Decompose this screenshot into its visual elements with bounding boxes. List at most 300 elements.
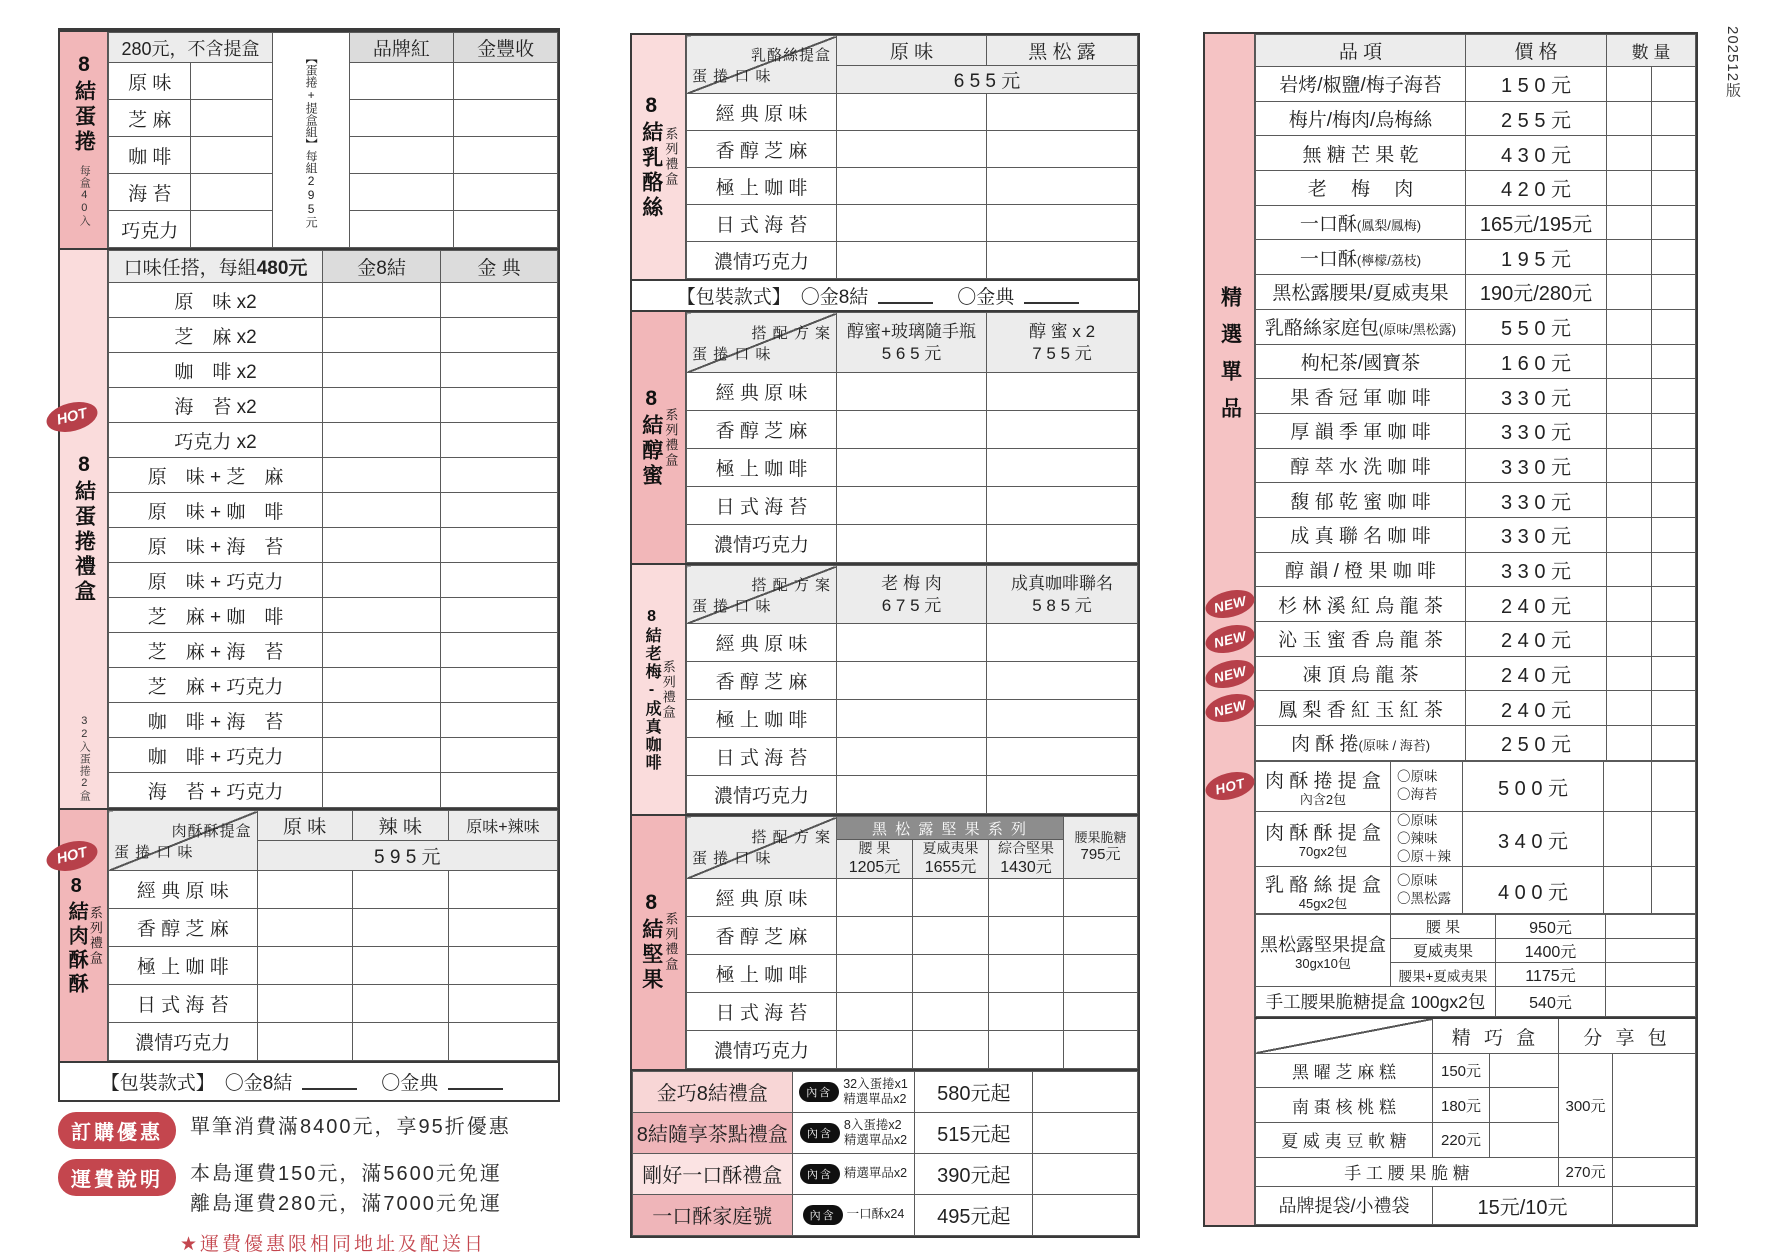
- giftbox-contents: 內含 一口酥x24: [792, 1194, 915, 1235]
- packaging-option-classic[interactable]: 〇金典: [381, 1073, 439, 1094]
- table-row: [633, 1153, 1138, 1194]
- qty-cell[interactable]: [323, 458, 441, 493]
- qty-cell[interactable]: [349, 211, 454, 248]
- qty-cell[interactable]: [349, 63, 454, 100]
- qty-cell[interactable]: [441, 318, 558, 353]
- qty-cell[interactable]: [1652, 275, 1696, 310]
- qty-cell[interactable]: [257, 1023, 352, 1061]
- qty-cell[interactable]: [1490, 1088, 1559, 1123]
- qty-cell[interactable]: [441, 458, 558, 493]
- combo-label: 巧克力 x2: [109, 423, 323, 458]
- flavor-options: [1391, 811, 1463, 867]
- qty-cell[interactable]: [454, 211, 558, 248]
- qty-cell[interactable]: [441, 493, 558, 528]
- qty-cell[interactable]: [1613, 1053, 1696, 1157]
- table-row: [109, 773, 558, 808]
- qty-cell[interactable]: [837, 487, 987, 525]
- qty-cell[interactable]: [989, 916, 1064, 954]
- item-subtitle: 內含2包: [1299, 791, 1347, 807]
- qty-cell[interactable]: [352, 985, 448, 1023]
- qty-cell[interactable]: [1064, 1030, 1138, 1068]
- column-header-original: 原 味: [837, 36, 987, 66]
- new-badge: NEW: [1203, 655, 1258, 692]
- qty-cell[interactable]: [913, 954, 989, 992]
- qty-cell[interactable]: [987, 487, 1138, 525]
- qty-cell[interactable]: [1652, 761, 1696, 811]
- qty-cell[interactable]: [1652, 867, 1696, 914]
- qty-cell[interactable]: [1607, 413, 1652, 448]
- diagonal-top-label: 肉酥酥提盒: [171, 822, 252, 840]
- qty-cell[interactable]: [987, 94, 1138, 131]
- column-header-gold-classic: 金 典: [441, 251, 558, 283]
- qty-cell[interactable]: [1606, 987, 1696, 1017]
- item-price: 15元/10元: [1433, 1186, 1613, 1224]
- table-row: [109, 871, 558, 909]
- qty-cell[interactable]: [1607, 240, 1652, 275]
- qty-cell[interactable]: [1607, 587, 1652, 622]
- flavor-label: 巧克力: [109, 211, 191, 248]
- packaging-option-gold8[interactable]: 〇金8結: [800, 287, 869, 308]
- qty-cell[interactable]: [1604, 867, 1652, 914]
- qty-cell[interactable]: [1607, 656, 1652, 691]
- option-spicy[interactable]: 〇辣味: [1397, 830, 1438, 846]
- flavor-label: 經 典 原 味: [687, 878, 837, 916]
- qty-cell[interactable]: [1607, 448, 1652, 483]
- qty-cell[interactable]: [441, 563, 558, 598]
- qty-cell[interactable]: [837, 776, 987, 814]
- qty-cell[interactable]: [1607, 275, 1652, 310]
- qty-cell[interactable]: [987, 662, 1138, 700]
- qty-cell[interactable]: [1652, 240, 1696, 275]
- qty-cell[interactable]: [448, 1023, 557, 1061]
- qty-cell[interactable]: [837, 954, 913, 992]
- qty-cell[interactable]: [1607, 344, 1652, 379]
- qty-cell[interactable]: [257, 947, 352, 985]
- qty-cell[interactable]: [1607, 171, 1652, 206]
- qty-cell[interactable]: [323, 423, 441, 458]
- qty-cell[interactable]: [441, 633, 558, 668]
- table-row: [1256, 915, 1696, 939]
- item-cell: [1213, 761, 1391, 811]
- qty-cell[interactable]: [323, 563, 441, 598]
- qty-cell[interactable]: [913, 916, 989, 954]
- sidebar-title: 8結蛋捲禮盒: [72, 453, 96, 605]
- qty-cell[interactable]: [837, 700, 987, 738]
- qty-cell[interactable]: [441, 528, 558, 563]
- fill-in-line[interactable]: [1024, 287, 1079, 304]
- qty-cell[interactable]: [1607, 726, 1652, 761]
- sidebar-cheese-strips: [632, 35, 686, 279]
- flavor-label: 經 典 原 味: [687, 94, 837, 131]
- qty-cell[interactable]: [352, 947, 448, 985]
- qty-cell[interactable]: [1613, 1157, 1696, 1186]
- qty-cell[interactable]: [441, 738, 558, 773]
- qty-cell[interactable]: [323, 318, 441, 353]
- qty-cell[interactable]: [441, 423, 558, 458]
- qty-cell[interactable]: [1607, 205, 1652, 240]
- column-header-comebuy-coffee: 成真咖啡聯名 5 8 5 元: [987, 566, 1138, 624]
- qty-cell[interactable]: [1607, 552, 1652, 587]
- qty-cell[interactable]: [1652, 517, 1696, 552]
- qty-cell[interactable]: [1607, 483, 1652, 518]
- giftbox-price: 495元起: [915, 1194, 1033, 1235]
- combo-label: 原 味 + 咖 啡: [109, 493, 323, 528]
- qty-cell[interactable]: [989, 992, 1064, 1030]
- qty-cell[interactable]: [913, 878, 989, 916]
- qty-cell[interactable]: [323, 283, 441, 318]
- section-egg-roll-giftbox: [60, 248, 558, 808]
- qty-cell[interactable]: [1652, 101, 1696, 136]
- qty-cell[interactable]: [323, 598, 441, 633]
- qty-cell[interactable]: [1652, 379, 1696, 414]
- qty-cell[interactable]: [837, 878, 913, 916]
- qty-cell[interactable]: [1490, 1053, 1559, 1088]
- qty-cell[interactable]: [1652, 344, 1696, 379]
- qty-cell[interactable]: [987, 411, 1138, 449]
- flavor-label: 日 式 海 苔: [687, 738, 837, 776]
- item-price: 1 6 0 元: [1466, 344, 1607, 379]
- table-row: [1256, 136, 1696, 171]
- qty-cell[interactable]: [837, 992, 913, 1030]
- flavor-label: 香 醇 芝 麻: [109, 909, 258, 947]
- qty-cell[interactable]: [1652, 448, 1696, 483]
- qty-cell[interactable]: [323, 668, 441, 703]
- table-row: [1256, 309, 1696, 344]
- option-seaweed[interactable]: 〇海苔: [1397, 787, 1438, 803]
- hot-badge: HOT: [43, 836, 100, 876]
- qty-cell[interactable]: [191, 100, 273, 137]
- qty-cell[interactable]: [323, 353, 441, 388]
- qty-cell[interactable]: [837, 525, 987, 563]
- qty-cell[interactable]: [323, 773, 441, 808]
- qty-cell[interactable]: [441, 283, 558, 318]
- qty-cell[interactable]: [323, 493, 441, 528]
- item-cell: [1212, 622, 1466, 657]
- item-name: 凍 頂 烏 龍 茶: [1302, 665, 1419, 687]
- qty-cell[interactable]: [1652, 811, 1696, 867]
- giftbox-price: 390元起: [915, 1153, 1033, 1194]
- qty-cell[interactable]: [323, 703, 441, 738]
- qty-cell[interactable]: [987, 373, 1138, 411]
- qty-cell[interactable]: [454, 63, 558, 100]
- combo-header: 口味任搭，每組480元: [109, 251, 323, 283]
- table-row: [1256, 811, 1696, 867]
- item-subtitle: 45gx2包: [1298, 895, 1348, 911]
- item-cell: [1256, 344, 1466, 379]
- table-row: [109, 633, 558, 668]
- flavor-label: 香 醇 芝 麻: [687, 662, 837, 700]
- table-row: [1256, 726, 1696, 761]
- contains-badge: 內含: [800, 1164, 840, 1184]
- item-name-small: (鳳梨/鳳梅): [1356, 218, 1422, 234]
- qty-cell[interactable]: [352, 871, 448, 909]
- qty-cell[interactable]: [323, 528, 441, 563]
- fill-in-line[interactable]: [878, 287, 933, 304]
- truffle-nut-box-table: [1255, 914, 1696, 1017]
- qty-cell[interactable]: [454, 174, 558, 211]
- qty-cell[interactable]: [1652, 67, 1696, 102]
- qty-cell[interactable]: [1606, 939, 1696, 963]
- qty-cell[interactable]: [1606, 963, 1696, 987]
- qty-cell[interactable]: [323, 633, 441, 668]
- item-price: 190元/280元: [1466, 275, 1607, 310]
- qty-cell[interactable]: [1607, 517, 1652, 552]
- qty-cell[interactable]: [257, 871, 352, 909]
- column-header-qty: 數 量: [1607, 35, 1696, 67]
- sidebar-title: 精選單品: [1218, 286, 1242, 434]
- combo-label: 芝 麻 + 巧克力: [109, 668, 323, 703]
- qty-cell[interactable]: [1652, 587, 1696, 622]
- qty-cell[interactable]: [837, 94, 987, 131]
- qty-cell[interactable]: [837, 411, 987, 449]
- qty-cell[interactable]: [1607, 691, 1652, 726]
- qty-cell[interactable]: [1652, 622, 1696, 657]
- item-name: 厚 韻 季 軍 咖 啡: [1290, 422, 1431, 444]
- item-price: 3 3 0 元: [1466, 448, 1607, 483]
- plum-coffee-table: [686, 565, 1138, 814]
- qty-cell[interactable]: [1490, 1122, 1559, 1157]
- item-price: 4 2 0 元: [1466, 171, 1607, 206]
- cheese-strip-table: [686, 35, 1138, 279]
- form-version: 202512版: [1724, 26, 1741, 99]
- shipping-line-outer-island: 離島運費280元，滿7000元免運: [190, 1193, 502, 1215]
- qty-cell[interactable]: [1652, 205, 1696, 240]
- table-row: [633, 1071, 1138, 1112]
- qty-cell[interactable]: [1064, 878, 1138, 916]
- qty-cell[interactable]: [191, 63, 273, 100]
- qty-cell[interactable]: [349, 100, 454, 137]
- table-row: [1256, 1018, 1696, 1053]
- qty-cell[interactable]: [352, 909, 448, 947]
- item-cell: [1256, 275, 1466, 310]
- item-cell: [1256, 552, 1466, 587]
- qty-cell[interactable]: [448, 947, 557, 985]
- qty-cell[interactable]: [987, 624, 1138, 662]
- qty-cell[interactable]: [1652, 726, 1696, 761]
- box-set-note: 【蛋捲+提盒組】每組295元: [273, 33, 350, 248]
- nut-variant: 夏威夷果: [1391, 939, 1496, 963]
- item-name-small: (檸檬/荔枝): [1356, 252, 1422, 268]
- table-row: [1256, 101, 1696, 136]
- option-original[interactable]: 〇原味: [1397, 812, 1438, 828]
- qty-cell[interactable]: [837, 624, 987, 662]
- qty-cell[interactable]: [987, 738, 1138, 776]
- qty-cell[interactable]: [191, 137, 273, 174]
- table-row: [1256, 67, 1696, 102]
- qty-cell[interactable]: [987, 525, 1138, 563]
- item-name: 醇 萃 水 洗 咖 啡: [1290, 456, 1431, 478]
- table-row: [1256, 275, 1696, 310]
- qty-cell[interactable]: [323, 388, 441, 423]
- giftbox-contents: 內含 精選單品x2: [792, 1153, 915, 1194]
- table-row: [109, 458, 558, 493]
- table-row: [109, 947, 558, 985]
- table-row: [1256, 987, 1696, 1017]
- qty-cell[interactable]: [352, 1023, 448, 1061]
- qty-cell[interactable]: [1652, 483, 1696, 518]
- sidebar-subtitle: 系列禮盒: [87, 905, 103, 966]
- qty-cell[interactable]: [1604, 761, 1652, 811]
- qty-cell[interactable]: [987, 242, 1138, 279]
- qty-cell[interactable]: [1652, 171, 1696, 206]
- qty-cell[interactable]: [448, 985, 557, 1023]
- qty-cell[interactable]: [441, 703, 558, 738]
- qty-cell[interactable]: [987, 776, 1138, 814]
- nut-variant: 腰 果: [1391, 915, 1496, 939]
- table-row: [1256, 656, 1696, 691]
- qty-cell[interactable]: [987, 168, 1138, 205]
- table-row: [1256, 413, 1696, 448]
- qty-cell[interactable]: [1064, 916, 1138, 954]
- item-price: 2 4 0 元: [1466, 656, 1607, 691]
- shipping-pill: 運費說明: [58, 1159, 176, 1196]
- qty-cell[interactable]: [1652, 656, 1696, 691]
- table-row: [1256, 867, 1696, 914]
- flavor-label: 極 上 咖 啡: [109, 947, 258, 985]
- flavor-label: 濃情巧克力: [687, 776, 837, 814]
- qty-cell[interactable]: [989, 1030, 1064, 1068]
- qty-cell[interactable]: [837, 662, 987, 700]
- table-row: [1256, 517, 1696, 552]
- table-row: [1256, 483, 1696, 518]
- qty-cell[interactable]: [349, 174, 454, 211]
- qty-cell[interactable]: [454, 100, 558, 137]
- packaging-option-classic[interactable]: 〇金典: [957, 287, 1015, 308]
- qty-cell[interactable]: [837, 1030, 913, 1068]
- column-header-gold-harvest: 金豐收: [454, 33, 558, 63]
- table-row: [687, 449, 1138, 487]
- qty-cell[interactable]: [1033, 1112, 1138, 1153]
- qty-cell[interactable]: [1604, 811, 1652, 867]
- packaging-option-gold8[interactable]: 〇金8結: [224, 1073, 293, 1094]
- diagonal-header: [687, 313, 837, 373]
- honey-table: [686, 312, 1138, 563]
- packaging-label: 【包裝款式】: [100, 1073, 215, 1094]
- table-row: [109, 563, 558, 598]
- section-plum-coffee-giftbox: [632, 563, 1138, 814]
- qty-cell[interactable]: [913, 992, 989, 1030]
- flavor-label: 日 式 海 苔: [687, 205, 837, 242]
- item-price: 270元: [1559, 1157, 1613, 1186]
- qty-cell[interactable]: [191, 211, 273, 248]
- qty-cell[interactable]: [837, 205, 987, 242]
- item-name: 手工腰果脆糖提盒 100gx2包: [1256, 987, 1496, 1017]
- table-row: [687, 525, 1138, 563]
- qty-cell[interactable]: [837, 242, 987, 279]
- table-row: [109, 493, 558, 528]
- qty-cell[interactable]: [1064, 992, 1138, 1030]
- giftbox-name: 8結隨享茶點禮盒: [633, 1112, 793, 1153]
- qty-cell[interactable]: [837, 738, 987, 776]
- qty-cell[interactable]: [257, 985, 352, 1023]
- qty-cell[interactable]: [837, 449, 987, 487]
- column-header-aged-plum: 老 梅 肉 6 7 5 元: [837, 566, 987, 624]
- qty-cell[interactable]: [987, 131, 1138, 168]
- qty-cell[interactable]: [1607, 67, 1652, 102]
- column-header-price: 價 格: [1466, 35, 1607, 67]
- qty-cell[interactable]: [989, 878, 1064, 916]
- item-price: 540元: [1496, 987, 1606, 1017]
- column-header-mixed-nuts: 綜合堅果 1430元: [989, 840, 1064, 879]
- item-price: 2 4 0 元: [1466, 587, 1607, 622]
- combo-label: 海 苔 + 巧克力: [109, 773, 323, 808]
- option-original[interactable]: 〇原味: [1397, 769, 1438, 785]
- shipping-line-main-island: 本島運費150元，滿5600元免運: [190, 1163, 502, 1185]
- qty-cell[interactable]: [257, 909, 352, 947]
- qty-cell[interactable]: [989, 954, 1064, 992]
- qty-cell[interactable]: [837, 131, 987, 168]
- qty-cell[interactable]: [1652, 691, 1696, 726]
- qty-cell[interactable]: [441, 773, 558, 808]
- qty-cell[interactable]: [1607, 101, 1652, 136]
- combo-giftbox-table: [632, 1071, 1138, 1236]
- giftbox-combo-table: [108, 250, 558, 808]
- qty-cell[interactable]: [1652, 309, 1696, 344]
- qty-cell[interactable]: [1652, 136, 1696, 171]
- item-name: 杉 林 溪 紅 烏 龍 茶: [1278, 595, 1443, 617]
- qty-cell[interactable]: [441, 598, 558, 633]
- qty-cell[interactable]: [1607, 622, 1652, 657]
- fill-in-line[interactable]: [448, 1073, 503, 1090]
- fill-in-line[interactable]: [302, 1073, 357, 1090]
- option-original[interactable]: 〇原味: [1397, 873, 1438, 889]
- qty-cell[interactable]: [837, 916, 913, 954]
- qty-cell[interactable]: [1033, 1153, 1138, 1194]
- qty-cell[interactable]: [913, 1030, 989, 1068]
- qty-cell[interactable]: [323, 738, 441, 773]
- qty-cell[interactable]: [1652, 552, 1696, 587]
- item-cell: [1256, 811, 1391, 867]
- qty-cell[interactable]: [441, 668, 558, 703]
- qty-cell[interactable]: [1064, 954, 1138, 992]
- option-truffle[interactable]: 〇黑松露: [1397, 891, 1451, 907]
- item-subtitle: 70gx2包: [1298, 844, 1348, 860]
- qty-cell[interactable]: [1607, 379, 1652, 414]
- qty-cell[interactable]: [349, 137, 454, 174]
- option-mixed[interactable]: 〇原＋辣: [1397, 849, 1451, 865]
- item-name: 肉 酥 酥 提 盒: [1264, 823, 1382, 845]
- qty-cell[interactable]: [1613, 1186, 1696, 1224]
- sidebar-nuts: [632, 816, 686, 1069]
- qty-cell[interactable]: [441, 353, 558, 388]
- item-name: 枸杞茶/國寶茶: [1300, 352, 1421, 374]
- qty-cell[interactable]: [454, 137, 558, 174]
- column-header-cashew: 腰 果 1205元: [837, 840, 913, 879]
- column-header-brand-red: 品牌紅: [349, 33, 454, 63]
- qty-cell[interactable]: [1652, 413, 1696, 448]
- qty-cell[interactable]: [837, 168, 987, 205]
- qty-cell[interactable]: [837, 373, 987, 411]
- qty-cell[interactable]: [191, 174, 273, 211]
- qty-cell[interactable]: [1606, 915, 1696, 939]
- diagonal-header: [687, 36, 837, 94]
- qty-cell[interactable]: [1607, 309, 1652, 344]
- qty-cell[interactable]: [987, 449, 1138, 487]
- item-price: 3 3 0 元: [1466, 552, 1607, 587]
- qty-cell[interactable]: [1033, 1194, 1138, 1235]
- qty-cell[interactable]: [441, 388, 558, 423]
- qty-cell[interactable]: [448, 871, 557, 909]
- qty-cell[interactable]: [987, 205, 1138, 242]
- sidebar-egg-roll-giftbox: [60, 250, 108, 808]
- table-row: [687, 168, 1138, 205]
- sidebar-egg-rolls: [60, 32, 108, 248]
- qty-cell[interactable]: [1607, 136, 1652, 171]
- item-name: 果 香 冠 軍 咖 啡: [1290, 387, 1431, 409]
- qty-cell[interactable]: [1033, 1071, 1138, 1112]
- qty-cell[interactable]: [448, 909, 557, 947]
- qty-cell[interactable]: [987, 700, 1138, 738]
